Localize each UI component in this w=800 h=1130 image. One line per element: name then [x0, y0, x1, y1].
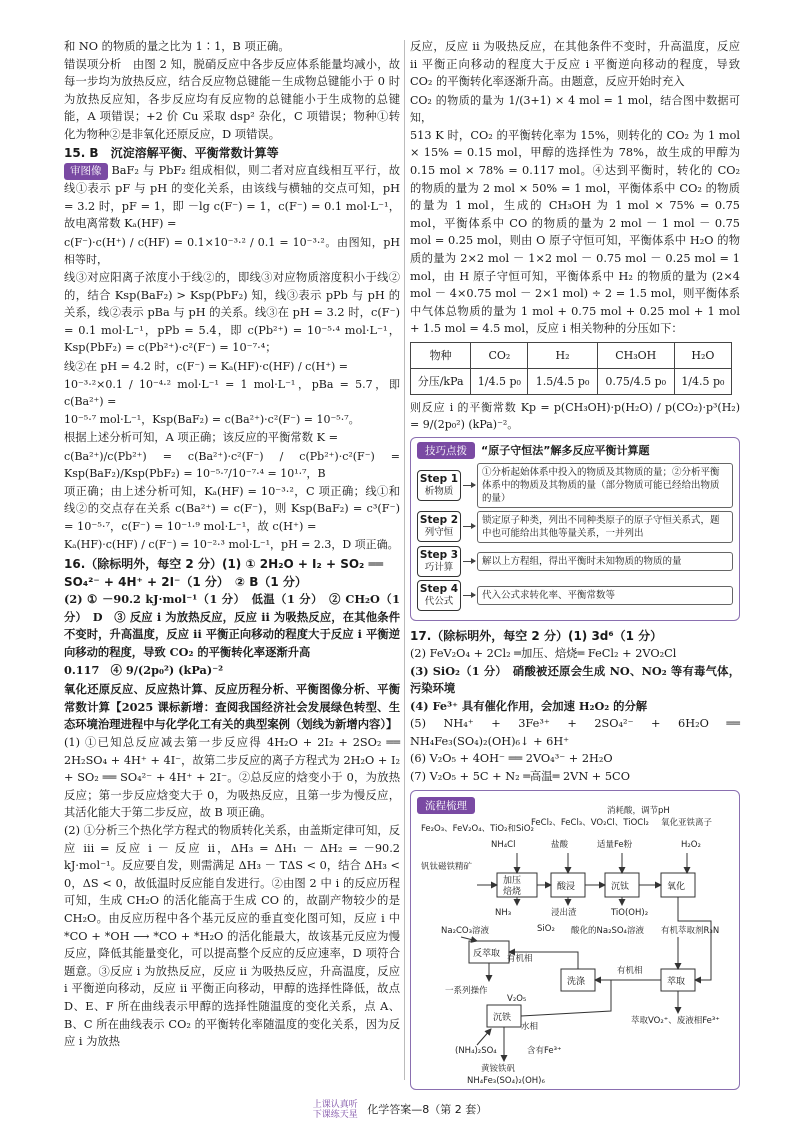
step-name: 巧计算	[424, 561, 454, 573]
roast-box-label-2: 焙烧	[503, 886, 522, 897]
q15-analysis-1: BaF₂ 与 PbF₂ 组成相似，则二者对应直线相互平行，故线①表示 pF 与 pH 的变化关系，由该线与横轴的交点可知，pH = 3.2 时，pF = 1，即 －lg c(F⁻) = 1，c(F⁻) = 0.1 mol·L⁻¹，故电离常数 Kₐ(HF) =	[64, 163, 400, 231]
raffinate-label: 萃取VO₂⁺、废液相Fe³⁺	[631, 1015, 720, 1026]
step-row	[417, 511, 733, 543]
step-description: 锁定原子种类，列出不同种类原子的原子守恒关系式，题中也可能给出其他等量关系，一并列出	[477, 511, 733, 543]
organic-phase-label: 有机相	[617, 965, 643, 976]
organic-extractant-label: 有机萃取剂R₃N	[661, 925, 720, 936]
q15-formula-2: 10⁻³·²×0.1 / 10⁻⁴·² mol·L⁻¹ = 1 mol·L⁻¹，pBa = 5.7，即 c(Ba²⁺) =	[64, 377, 400, 408]
step-label	[417, 546, 461, 577]
question-16-heading: 16.（除标明外，每空 2 分）(1) ① 2H₂O + I₂ + SO₂ ══ SO₄²⁻ + 4H⁺ + 2I⁻（1 分） ② B（1 分）	[64, 557, 383, 590]
q15-formula-1: c(F⁻)·c(H⁺) / c(HF) = 0.1×10⁻³·² / 0.1 = 10⁻³·²。由图知，pH 相等时，	[64, 235, 400, 266]
na2co3-label: Na₂CO₃溶液	[441, 925, 490, 936]
q16-analysis-2: (2) ①分析三个热化学方程式的物质转化关系，由盖斯定律可知，反应 iii = 反应 i － 反应 ii，ΔH₃ = ΔH₁ － ΔH₂ = －90.2 kJ·mol⁻¹。反应要自发，则需满足 ΔH₃ － TΔS < 0，结合 ΔH₃ < 0，ΔS < 0，故低温时反应能自发进行。②由图 2 中 i 的反应历程可知，生成 CH₂O 的活化能高于生成 CO 的，故副产物较少的是 CH₂O。由反应历程中各个基元反应的垂直变化图可知，反应 i 中 *CO + *OH ⟶ *CO + *H₂O 的活化能最大，故该基元反应为慢反应，降低其能量变化，可以提高整个反应的反应速率，D 项符合题意。③反应 i 为放热反应，反应 ii 为吸热反应，升高温度，反应 i 平衡逆向移动，反应 ii 平衡正向移动，甲醇的选择性降低，故点 D、E、F 所在曲线表示甲醇的选择性随温度的变化关系，点 A、B、C 所在曲线表示 CO₂ 的平衡转化率随温度的变化关系，因为反应 i 为放热	[64, 824, 400, 1049]
q16-continued-1: 反应，反应 ii 为吸热反应，在其他条件不变时，升高温度，反应 ii 平衡正向移动的程度大于反应 i 平衡逆向移动的程度，导致 CO₂ 的平衡转化率逐渐升高。由题意，反应开始时充入	[410, 40, 740, 89]
logo-line: 上课认真听	[312, 1100, 358, 1110]
table-header: CH₃OH	[597, 342, 674, 368]
table-header: CO₂	[471, 342, 528, 368]
operations-label: 一系列操作	[445, 985, 488, 996]
step-row	[417, 546, 733, 577]
step-label	[417, 580, 461, 611]
q15-analysis-3: 线②在 pH = 4.2 时，c(F⁻) = Kₐ(HF)·c(HF) / c(H⁺) =	[64, 359, 349, 373]
ti-precipitation-label: 沉钛	[611, 881, 630, 892]
organic-phase-label: 有机相	[507, 953, 533, 964]
step-name: 代公式	[424, 595, 454, 607]
jarosite-formula-label: NH₄Fe₃(SO₄)₂(OH)₆	[467, 1075, 545, 1086]
process-flow-box	[410, 790, 740, 1090]
brand-logo	[313, 1100, 358, 1120]
q16-continued-2: 513 K 时，CO₂ 的平衡转化率为 15%，则转化的 CO₂ 为 1 mol × 15% = 0.15 mol，甲醇的选择性为 78%，故生成的甲醇为 0.15 mol × 78% = 0.117 mol。④达到平衡时，转化的 CO₂ 的物质的量为 2 mol × 50% = 1 mol，平衡体系中 CO₂ 的物质的量为 1 mol，生成的 CH₃OH 为 1 mol × 75% = 0.75 mol，平衡体系中 CO 的物质的量为 2 mol － 1 mol － 0.75 mol = 0.25 mol，则由 O 原子守恒可知，平衡体系中 H₂O 的物质的量为 2×2 mol － 1×2 mol － 0.75 mol － 0.25 mol = 1 mol，由 H 原子守恒可知，平衡体系中 H₂ 的物质的量为 (2×4 mol － 4×0.75 mol － 2×1 mol) ÷ 2 = 1.5 mol，则平衡体系中气体总物质的量为 1 mol + 0.75 mol + 0.25 mol + 1 mol + 1.5 mol = 4.5 mol，反应 i 相关物种的分压如下：	[410, 128, 740, 336]
table-cell: 分压/kPa	[411, 368, 471, 394]
extraction-label: 萃取	[667, 976, 686, 987]
water-phase-label: 水相	[521, 1021, 539, 1032]
table-cell: 1/4.5 p₀	[674, 368, 731, 394]
q16-co2-amount: CO₂ 的物质的量为 1/(3+1) × 4 mol = 1 mol，结合图中数据可知，	[410, 93, 740, 124]
h2o2-label: H₂O₂	[681, 839, 701, 850]
step-description: 代入公式求转化率、平衡常数等	[477, 586, 733, 605]
table-header: H₂	[528, 342, 597, 368]
step-number: Step 4	[419, 582, 459, 595]
arrow-right-icon	[463, 561, 475, 562]
q15-analysis-2: 线③对应阳离子浓度小于线②的，即线③对应物质溶度积小于线②的，结合 Ksp(BaF₂) > Ksp(PbF₂) 知，线③表示 pPb 与 pH 的关系，线②表示 pBa 与 pH 的关系。线③在 pH = 3.2 时，c(F⁻) = 0.1 mol·L⁻¹，pPb = 5.4，即 c(Pb²⁺) = 10⁻⁵·⁴ mol·L⁻¹，Ksp(PbF₂) = c(Pb²⁺)·c²(F⁻) = 10⁻⁷·⁴；	[64, 270, 400, 355]
flow-tag: 流程梳理	[417, 797, 475, 814]
sio2-label: SiO₂	[537, 923, 555, 934]
step-row	[417, 580, 733, 611]
ferrous-label: 氧化亚铁离子	[661, 817, 713, 828]
table-cell: 1.5/4.5 p₀	[528, 368, 597, 394]
table-cell: 0.75/4.5 p₀	[597, 368, 674, 394]
back-extraction-label: 反萃取	[473, 948, 501, 959]
v2o5-label: V₂O₅	[507, 993, 527, 1004]
oxidation-label: 氧化	[667, 881, 686, 892]
step-row	[417, 463, 733, 508]
fe-powder-label: 适量Fe粉	[597, 839, 633, 850]
nh4cl-label: NH₄Cl	[491, 839, 516, 850]
q17-answer-7: (7) V₂O₅ + 5C + N₂ ═高温═ 2VN + 5CO	[410, 770, 630, 784]
q17-answer-4: (4) Fe³⁺ 具有催化作用，会加速 H₂O₂ 的分解	[410, 698, 648, 713]
ph-label: 消耗酸，调节pH	[607, 805, 670, 816]
acid-na2so4-label: 酸化的Na₂SO₄溶液	[571, 925, 644, 936]
acid-leach-label: 酸浸	[557, 881, 576, 892]
q15-analysis-5: 项正确；由上述分析可知，Kₐ(HF) = 10⁻³·²，C 项正确；线①和线②的交点存在关系 c(Ba²⁺) = c(F⁻)，则 Ksp(BaF₂) = c³(F⁻) = 10⁻⁵·⁷，c(F⁻) = 10⁻¹·⁹ mol·L⁻¹，故 c(H⁺) =	[64, 484, 400, 533]
q17-answer-5: (5) NH₄⁺ + 3Fe³⁺ + 2SO₄²⁻ + 6H₂O ══ NH₄Fe₃(SO₄)₂(OH)₆↓ + 6H⁺	[410, 717, 740, 748]
step-description: ①分析起始体系中投入的物质及其物质的量；②分析平衡体系中的物质及其物质的量（部分物质可能已经给出物质的量）	[477, 463, 733, 508]
tips-header	[417, 442, 733, 459]
step-number: Step 2	[419, 514, 459, 527]
fe-precipitation-label: 沉铁	[493, 1012, 512, 1023]
partial-pressure-table	[410, 342, 732, 395]
q15-formula-4: c(Ba²⁺)/c(Pb²⁺) = c(Ba²⁺)·c²(F⁻) / c(Pb²⁺)·c²(F⁻) = Ksp(BaF₂)/Ksp(PbF₂) = 10⁻⁵·⁷/10⁻⁷·⁴ = 10¹·⁷，B	[64, 449, 400, 480]
q16-analysis-1: (1) ①已知总反应减去第一步反应得 4H₂O + 2I₂ + 2SO₂ ══ 2H₂SO₄ + 4H⁺ + 4I⁻，故第二步反应的离子方程式为 2H₂O + I₂ + SO₂ ══ SO₄²⁻ + 4H⁺ + 2I⁻。②总反应的焓变小于 0，为放热反应；第一步反应焓变大于 0，为吸热反应，且第一步为慢反应，其活化能大于第二步反应，故 B 项正确。	[64, 736, 400, 820]
raw-materials-label: Fe₂O₃、FeV₂O₄、TiO₂和SiO₂	[421, 823, 534, 834]
q15-tag: 审图像	[64, 163, 108, 181]
tips-tag: 技巧点拨	[417, 442, 475, 459]
fe3-label: 含有Fe³⁺	[527, 1045, 562, 1056]
column-divider	[404, 40, 405, 1080]
washing-label: 洗涤	[567, 976, 586, 987]
tips-title: “原子守恒法”解多反应平衡计算题	[481, 444, 650, 458]
q15-analysis-4: 根据上述分析可知，A 项正确；该反应的平衡常数 K =	[64, 430, 339, 444]
q17-answer-2: (2) FeV₂O₄ + 2Cl₂ ═加压、焙烧═ FeCl₂ + 2VO₂Cl	[410, 646, 677, 660]
q15-formula-3: 10⁻⁵·⁷ mol·L⁻¹，Ksp(BaF₂) = c(Ba²⁺)·c²(F⁻) = 10⁻⁵·⁷。	[64, 412, 360, 426]
step-description: 解以上方程组，得出平衡时未知物质的物质的量	[477, 552, 733, 571]
ammonium-sulfate-label: (NH₄)₂SO₄	[455, 1045, 497, 1056]
table-row	[411, 368, 732, 394]
logo-line: 下课练天星	[312, 1110, 358, 1120]
page-footer	[0, 1100, 800, 1120]
arrow-right-icon	[463, 595, 475, 596]
error-analysis: 错误项分析 由图 2 知，脱硝反应中各步反应体系能量均减小，故每一步均为放热反应，结合反应物总键能－生成物总键能小于 0 时为放热反应知，各步反应均有反应物的总键能小于生成物的总键能，A 项错误；+2 价 Cu 采取 dsp² 杂化，C 项错误；物种①转化为物种②是非氧化还原反应，D 项错误。	[64, 57, 400, 141]
right-column	[410, 38, 740, 1090]
q17-answer-3: (3) SiO₂（1 分） 硝酸被还原会生成 NO、NO₂ 等有毒气体，污染环境	[410, 663, 740, 696]
roast-box-label-1: 加压	[503, 875, 522, 886]
hcl-label: 盐酸	[551, 839, 569, 850]
nh3-label: NH₃	[495, 907, 512, 918]
step-label	[417, 511, 461, 542]
tioh-label: TiO(OH)₂	[611, 907, 649, 918]
arrow-right-icon	[463, 526, 475, 527]
q16-answer-2: (2) ① －90.2 kJ·mol⁻¹（1 分） 低温（1 分） ② CH₂O（1 分） D ③ 反应 i 为放热反应，反应 ii 为吸热反应，在其他条件不变时，升高温度，反应 ii 平衡正向移动的程度大于反应 i 平衡逆向移动的程度，导致 CO₂ 的平衡转化率逐渐升高	[64, 592, 400, 660]
slag-label: 浸出渣	[551, 907, 577, 918]
table-cell: 1/4.5 p₀	[471, 368, 528, 394]
jarosite-label: 黄铵铁矾	[481, 1063, 516, 1074]
kp-formula: 则反应 i 的平衡常数 Kp = p(CH₃OH)·p(H₂O) / p(CO₂)·p³(H₂) = 9/(2p₀²) (kPa)⁻²。	[410, 400, 740, 431]
step-number: Step 1	[419, 472, 459, 485]
left-column	[64, 38, 400, 1051]
page-number: 化学答案—8（第 2 套）	[367, 1103, 488, 1116]
q16-answer-3: 0.117 ④ 9/(2p₀²) (kPa)⁻²	[64, 662, 224, 677]
step-name: 列守恒	[424, 527, 454, 539]
table-header: H₂O	[674, 342, 731, 368]
arrow-right-icon	[463, 485, 475, 486]
text-line: 和 NO 的物质的量之比为 1∶1，B 项正确。	[64, 40, 290, 53]
question-17-heading: 17.（除标明外，每空 2 分）(1) 3d⁶（1 分）	[410, 628, 663, 643]
q17-answer-6: (6) V₂O₅ + 4OH⁻ ══ 2VO₄³⁻ + 2H₂O	[410, 752, 613, 766]
q15-formula-5: Kₐ(HF)·c(HF) / c(F⁻) = 10⁻²·³ mol·L⁻¹，pH = 2.3，D 项正确。	[64, 538, 399, 552]
question-15-heading: 15. B 沉淀溶解平衡、平衡常数计算等	[64, 145, 279, 160]
tips-box	[410, 437, 740, 621]
step-name: 析物质	[424, 485, 454, 497]
table-row	[411, 342, 732, 368]
q15-text	[64, 162, 400, 233]
ore-label: 钒钛磁铁精矿	[421, 861, 473, 872]
step-number: Step 3	[419, 548, 459, 561]
table-header: 物种	[411, 342, 471, 368]
step-label	[417, 470, 461, 501]
chlorides-label: FeCl₂、FeCl₃、VO₂Cl、TiOCl₂	[531, 817, 649, 828]
q16-topic: 氧化还原反应、反应热计算、反应历程分析、平衡图像分析、平衡常数计算【2025 课标新增：查阅我国经济社会发展绿色转型、生态环境治理进程中与化学化工有关的典型案例（划线为新增内容）】	[64, 682, 400, 732]
process-flow-diagram	[411, 791, 737, 1087]
